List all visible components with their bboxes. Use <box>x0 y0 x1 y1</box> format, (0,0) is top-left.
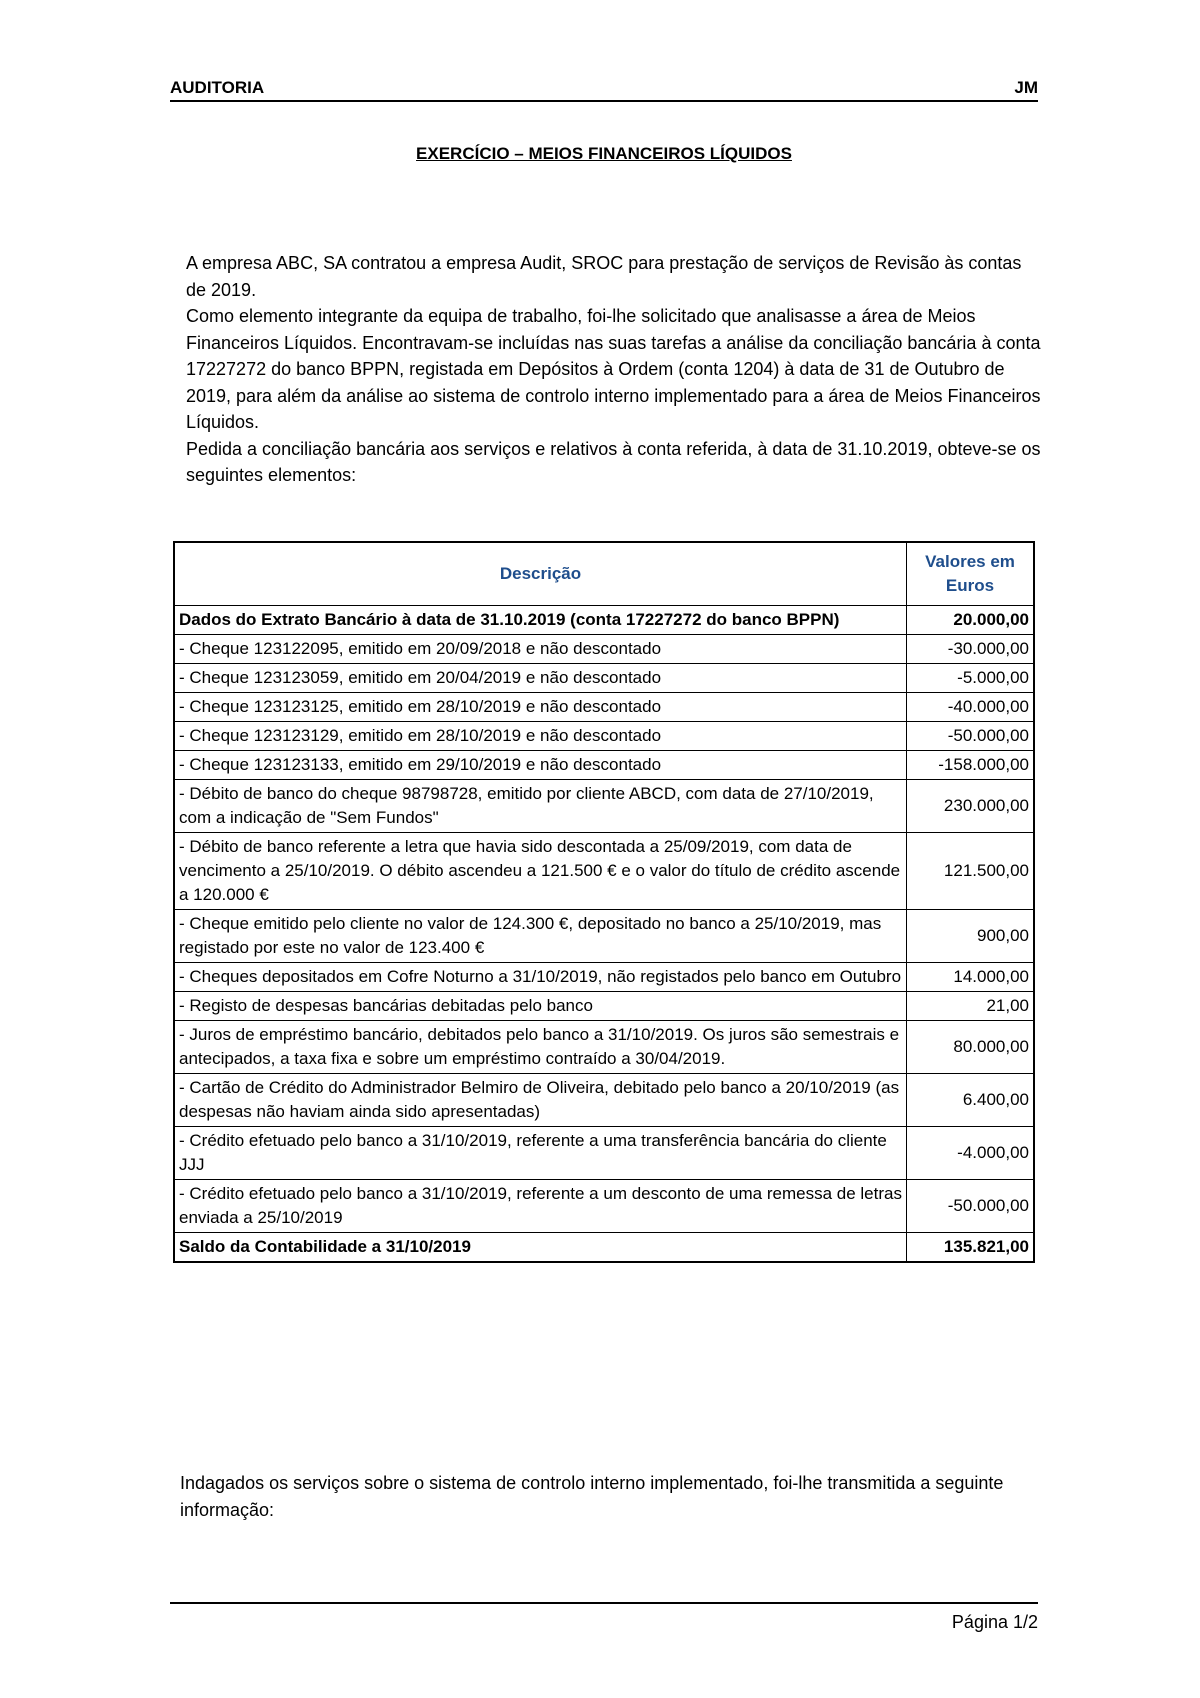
row-value: -4.000,00 <box>907 1127 1035 1180</box>
table-row <box>174 693 1034 722</box>
header-left: AUDITORIA <box>170 78 265 97</box>
total-row <box>174 1233 1034 1263</box>
row-value: -5.000,00 <box>907 664 1035 693</box>
row-value: 80.000,00 <box>907 1021 1035 1074</box>
row-value: -40.000,00 <box>907 693 1035 722</box>
row-description: - Cheque emitido pelo cliente no valor de 124.300 €, depositado no banco a 25/10/2019, mas registado por este no valor de 123.400 € <box>174 910 907 963</box>
table-row <box>174 1074 1034 1127</box>
table-row <box>174 722 1034 751</box>
row-value: 14.000,00 <box>907 963 1035 992</box>
table-row <box>174 910 1034 963</box>
row-description: - Cheques depositados em Cofre Noturno a 31/10/2019, não registados pelo banco em Outubro <box>174 963 907 992</box>
opening-value: 20.000,00 <box>907 606 1035 635</box>
table-row <box>174 833 1034 910</box>
row-description: - Crédito efetuado pelo banco a 31/10/2019, referente a um desconto de uma remessa de letras enviada a 25/10/2019 <box>174 1180 907 1233</box>
table-row <box>174 780 1034 833</box>
table-row <box>174 1127 1034 1180</box>
opening-description: Dados do Extrato Bancário à data de 31.10.2019 (conta 17227272 do banco BPPN) <box>174 606 907 635</box>
row-value: -50.000,00 <box>907 1180 1035 1233</box>
row-description: - Cheque 123123129, emitido em 28/10/2019 e não descontado <box>174 722 907 751</box>
row-value: -158.000,00 <box>907 751 1035 780</box>
reconciliation-table <box>173 541 1035 1263</box>
header-description: Descrição <box>174 542 907 606</box>
page-header <box>170 74 1038 102</box>
row-description: - Débito de banco do cheque 98798728, emitido por cliente ABCD, com data de 27/10/2019, com a indicação de "Sem Fundos" <box>174 780 907 833</box>
row-description: - Cartão de Crédito do Administrador Belmiro de Oliveira, debitado pelo banco a 20/10/2019 (as despesas não haviam ainda sido apresentadas) <box>174 1074 907 1127</box>
row-value: 21,00 <box>907 992 1035 1021</box>
opening-row <box>174 606 1034 635</box>
document-title: EXERCÍCIO – MEIOS FINANCEIROS LÍQUIDOS <box>416 144 792 163</box>
header-value: Valores em Euros <box>907 542 1035 606</box>
intro-paragraph: Pedida a conciliação bancária aos serviços e relativos à conta referida, à data de 31.10.2019, obteve-se os seguintes elementos: <box>186 438 1041 485</box>
row-value: -30.000,00 <box>907 635 1035 664</box>
table-row <box>174 1180 1034 1233</box>
table-row <box>174 635 1034 664</box>
row-description: - Cheque 123122095, emitido em 20/09/2018 e não descontado <box>174 635 907 664</box>
row-value: 900,00 <box>907 910 1035 963</box>
intro-text <box>186 250 1046 489</box>
table-row <box>174 1021 1034 1074</box>
row-description: - Registo de despesas bancárias debitadas pelo banco <box>174 992 907 1021</box>
row-value: 6.400,00 <box>907 1074 1035 1127</box>
footer-rule <box>170 1602 1038 1604</box>
header-right: JM <box>1014 78 1038 97</box>
row-value: -50.000,00 <box>907 722 1035 751</box>
row-description: - Cheque 123123133, emitido em 29/10/2019 e não descontado <box>174 751 907 780</box>
table-row <box>174 751 1034 780</box>
total-description: Saldo da Contabilidade a 31/10/2019 <box>174 1233 907 1263</box>
closing-paragraph: Indagados os serviços sobre o sistema de controlo interno implementado, foi-lhe transmitida a seguinte informação: <box>180 1473 1004 1520</box>
row-description: - Crédito efetuado pelo banco a 31/10/2019, referente a uma transferência bancária do cliente JJJ <box>174 1127 907 1180</box>
table-row <box>174 992 1034 1021</box>
table-row <box>174 963 1034 992</box>
intro-paragraph: A empresa ABC, SA contratou a empresa Audit, SROC para prestação de serviços de Revisão às contas de 2019. <box>186 253 1022 300</box>
row-description: - Cheque 123123059, emitido em 20/04/2019 e não descontado <box>174 664 907 693</box>
row-value: 230.000,00 <box>907 780 1035 833</box>
table-header-row <box>174 542 1034 606</box>
intro-paragraph: Como elemento integrante da equipa de trabalho, foi-lhe solicitado que analisasse a área de Meios Financeiros Líquidos. Encontravam-se incluídas nas suas tarefas a análise da conciliação bancária à conta 17227272 do banco BPPN, registada em Depósitos à Ordem (conta 1204) à data de 31 de Outubro de 2019, para além da análise ao sistema de controlo interno implementado para a área de Meios Financeiros Líquidos. <box>186 306 1041 432</box>
table-row <box>174 664 1034 693</box>
row-description: - Débito de banco referente a letra que havia sido descontada a 25/09/2019, com data de vencimento a 25/10/2019. O débito ascendeu a 121.500 € e o valor do título de crédito ascende a 120.000 € <box>174 833 907 910</box>
row-description: - Juros de empréstimo bancário, debitados pelo banco a 31/10/2019. Os juros são semestrais e antecipados, a taxa fixa e sobre um empréstimo contraído a 30/04/2019. <box>174 1021 907 1074</box>
total-value: 135.821,00 <box>907 1233 1035 1263</box>
page-number: Página 1/2 <box>951 1612 1038 1632</box>
row-value: 121.500,00 <box>907 833 1035 910</box>
row-description: - Cheque 123123125, emitido em 28/10/2019 e não descontado <box>174 693 907 722</box>
